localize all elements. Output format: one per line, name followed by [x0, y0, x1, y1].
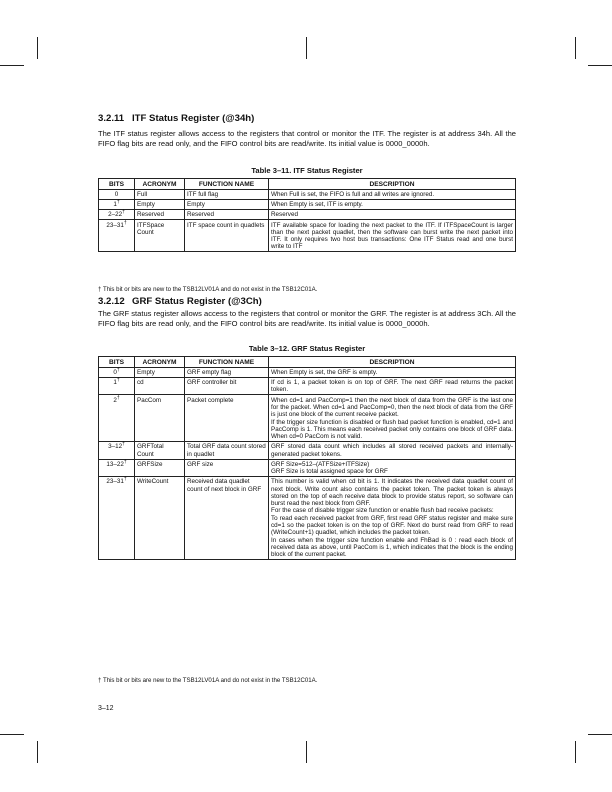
header-description: DESCRIPTION [269, 357, 516, 368]
table-row [99, 199, 516, 209]
cell-acronym: Full [135, 189, 185, 199]
cell-description [269, 199, 516, 209]
crop-mark-bottom-left-v [37, 741, 38, 763]
section-title: GRF Status Register (@3Ch) [132, 296, 262, 307]
cell-function-name: Reserved [185, 210, 269, 220]
bits-value: 2 [113, 396, 117, 404]
header-bits: BITS [99, 179, 135, 190]
table-caption-grf: Table 3–12. GRF Status Register [248, 344, 366, 353]
crop-mark-top-right-v [575, 37, 576, 59]
table-row [99, 442, 516, 459]
cell-bits [99, 220, 135, 252]
crop-mark-bottom-right-h [588, 734, 612, 735]
description-paragraph: GRF Size=512–(ATFSize+ITFSize) [271, 460, 370, 468]
header-acronym: ACRONYM [135, 357, 185, 368]
dagger-mark: † [122, 209, 125, 216]
cell-acronym: Empty [135, 367, 185, 377]
cell-description [269, 220, 516, 252]
cell-function-name: ITF full flag [185, 189, 269, 199]
description-paragraph: When Empty is set, the GRF is empty. [271, 368, 378, 376]
dagger-mark: † [122, 441, 125, 448]
section-title: ITF Status Register (@34h) [132, 113, 255, 124]
dagger-mark: † [116, 394, 120, 401]
description-paragraph: GRF stored data count which includes all stored received packets and internally-generated packet tokens. [271, 443, 513, 458]
cell-bits [99, 477, 135, 560]
description-paragraph: Reserved [271, 211, 298, 219]
header-acronym: ACRONYM [135, 179, 185, 190]
cell-acronym: GRFTotal Count [135, 442, 185, 459]
cell-acronym: PacCom [135, 395, 185, 442]
crop-mark-top-left-h [0, 65, 24, 66]
crop-mark-top-left-v [37, 37, 38, 59]
cell-function-name: GRF size [185, 459, 269, 476]
description-paragraph: In cases when the trigger size function enable and FhBad is 0 : read each block of received data as above, until PacCom is 1, which indicates that the block is the ending block of the current packet. [271, 536, 513, 559]
section-number: 3.2.11 [98, 113, 125, 124]
description-paragraph: When cd=1 and PacComp=1 then the next block of data from the GRF is the last one for the packet. When cd=1 and PacComp=0, then the next block of data from the GRF is just one block of the current receive packet. [271, 396, 513, 419]
section-intro-itf: The ITF status register allows access to the registers that control or monitor the ITF. The register is at address 34h. All the FIFO flag bits are read only, and the FIFO control bits are read/write. Its initial value is 0000_0000h. [98, 129, 516, 148]
cell-bits [99, 442, 135, 459]
table-caption-itf: Table 3–11. ITF Status Register [251, 166, 363, 175]
bits-value: 23–31 [106, 478, 124, 486]
cell-acronym: GRFSize [135, 459, 185, 476]
dagger-mark: † [116, 377, 120, 384]
section-heading-grf [98, 296, 262, 307]
header-bits: BITS [99, 357, 135, 368]
cell-acronym: ITFSpace Count [135, 220, 185, 252]
description-paragraph: To read each received packet from GRF, first read GRF status register and make sure cd=1 so the packet token is on the top of GRF. Next do burst read from GRF to read (WriteCount+1) quadlet, which includes the packet token. [271, 514, 513, 537]
crop-mark-top-center-v [306, 37, 307, 59]
cell-function-name: GRF controller bit [185, 377, 269, 394]
dagger-mark: † [116, 366, 120, 373]
dagger-mark: † [123, 458, 127, 465]
cell-bits [99, 367, 135, 377]
description-paragraph: When Full is set, the FIFO is full and all writes are ignored. [271, 190, 435, 198]
section-intro-grf: The GRF status register allows access to the registers that control or monitor the GRF. The register is at address 3Ch. All the FIFO flag bits are read only, and the FIFO control bits are read/write. Its initial value is 0000_0000h. [98, 309, 516, 328]
table-header-row [99, 357, 516, 368]
crop-mark-top-right-h [588, 65, 612, 66]
bits-value: 0 [114, 190, 119, 198]
description-paragraph: If cd is 1, a packet token is on top of GRF. The next GRF read returns the packet token. [271, 379, 513, 394]
crop-mark-bottom-right-v [575, 741, 576, 763]
table-row [99, 189, 516, 199]
bits-value: 2–22 [108, 211, 123, 219]
cell-acronym: WriteCount [135, 477, 185, 560]
cell-bits [99, 459, 135, 476]
header-function-name: FUNCTION NAME [185, 179, 269, 190]
footnote-itf: † This bit or bits are new to the TSB12LV01A and do not exist in the TSB12C01A. [98, 286, 318, 293]
header-description: DESCRIPTION [269, 179, 516, 190]
cell-function-name: GRF empty flag [185, 367, 269, 377]
cell-function-name: Total GRF data count stored in quadlet [185, 442, 269, 459]
description-paragraph: ITF available space for loading the next packet to the ITF. If ITFSpaceCount is larger than the next packet quadlet, then the software can burst write the next packet into ITF. It only requires two host bus transactions: One ITF Status read and one burst write to ITF [271, 221, 513, 251]
bits-value: 3–12 [108, 443, 123, 451]
cell-description [269, 189, 516, 199]
description-paragraph: This number is valid when cd bit is 1. It indicates the received data quadlet count of next block. Write count also contains the packet token. The packet token is always stored on the top of each receive data block to provide status report, so software can burst read the next block from GRF. [271, 478, 513, 508]
grf-status-table [98, 356, 516, 560]
footnote-grf: † This bit or bits are new to the TSB12LV01A and do not exist in the TSB12C01A. [98, 677, 318, 684]
section-heading-itf [98, 113, 254, 124]
cell-description [269, 367, 516, 377]
itf-status-table [98, 178, 516, 252]
cell-function-name: Received data quadlet count of next block in GRF [185, 477, 269, 560]
cell-function-name: Empty [185, 199, 269, 209]
table-row [99, 395, 516, 442]
cell-description [269, 459, 516, 476]
crop-mark-bottom-left-h [0, 734, 24, 735]
description-paragraph: GRF Size is total assigned space for GRF [271, 468, 388, 476]
cell-description [269, 442, 516, 459]
page-number: 3–12 [98, 705, 114, 712]
table-row [99, 377, 516, 394]
bits-value: 13–22 [106, 460, 124, 468]
table-row [99, 459, 516, 476]
cell-acronym: cd [135, 377, 185, 394]
table-row [99, 477, 516, 560]
cell-bits [99, 199, 135, 209]
cell-description [269, 210, 516, 220]
table-row [99, 220, 516, 252]
header-function-name: FUNCTION NAME [185, 357, 269, 368]
crop-mark-bottom-center-v [306, 741, 307, 763]
bits-value: 1 [113, 379, 117, 387]
bits-value: 0 [113, 368, 117, 376]
dagger-mark: † [116, 199, 120, 206]
section-number: 3.2.12 [98, 296, 125, 307]
cell-description [269, 377, 516, 394]
cell-bits [99, 189, 135, 199]
cell-bits [99, 377, 135, 394]
table-header-row [99, 179, 516, 190]
dagger-mark: † [123, 476, 127, 483]
cell-acronym: Reserved [135, 210, 185, 220]
cell-function-name: ITF space count in quadlets [185, 220, 269, 252]
bits-value: 1 [113, 201, 117, 209]
description-paragraph: If the trigger size function is disabled or flush bad packet function is enabled, cd=1 and PacComp is 1. This means each received packet only contains one block of GRF data. When cd=0 PacCom is not valid. [271, 418, 513, 441]
description-paragraph: When Empty is set, ITF is empty. [271, 201, 363, 209]
bits-value: 23–31 [106, 221, 124, 229]
cell-description [269, 395, 516, 442]
description-paragraph: For the case of disable trigger size function or enable flush bad receive packets: [271, 507, 494, 515]
cell-function-name: Packet complete [185, 395, 269, 442]
cell-bits [99, 395, 135, 442]
cell-description [269, 477, 516, 560]
cell-acronym: Empty [135, 199, 185, 209]
table-row [99, 367, 516, 377]
dagger-mark: † [123, 219, 127, 226]
table-row [99, 210, 516, 220]
cell-bits [99, 210, 135, 220]
